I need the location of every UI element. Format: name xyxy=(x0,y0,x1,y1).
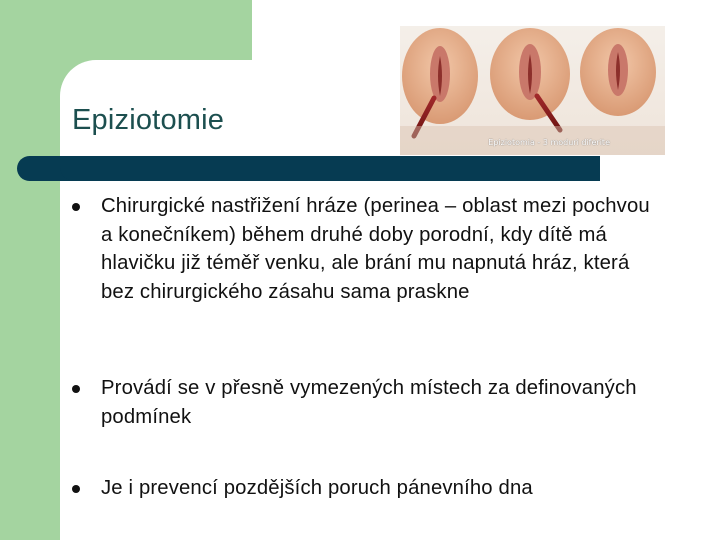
photo-caption: Epiziotomia - 3 moduri diferite xyxy=(488,138,610,147)
slide-title: Epiziotomie xyxy=(72,104,225,136)
model-middle xyxy=(490,28,570,130)
model-left xyxy=(402,28,478,136)
bullet-dot-icon xyxy=(72,485,80,493)
model-right xyxy=(580,28,656,122)
episiotomy-model-photo xyxy=(400,26,665,155)
title-divider xyxy=(60,156,600,181)
bullet-text: Chirurgické nastřižení hráze (perinea – oblast mezi pochvou a konečníkem) během druhé doby porodní, kdy dítě má hlavičku již téměř venku, ale brání mu napnutá hráz, která bez chirurgického zásahu sama praskne xyxy=(101,195,650,303)
bullet-dot-icon xyxy=(72,385,80,393)
episiotomy-model-illustration xyxy=(400,26,665,155)
bullet-dot-icon xyxy=(72,203,80,211)
bullet-text: Je i prevencí pozdějších poruch pánevního dna xyxy=(101,477,533,499)
bullet-text: Provádí se v přesně vymezených místech za definovaných podmínek xyxy=(101,377,637,428)
